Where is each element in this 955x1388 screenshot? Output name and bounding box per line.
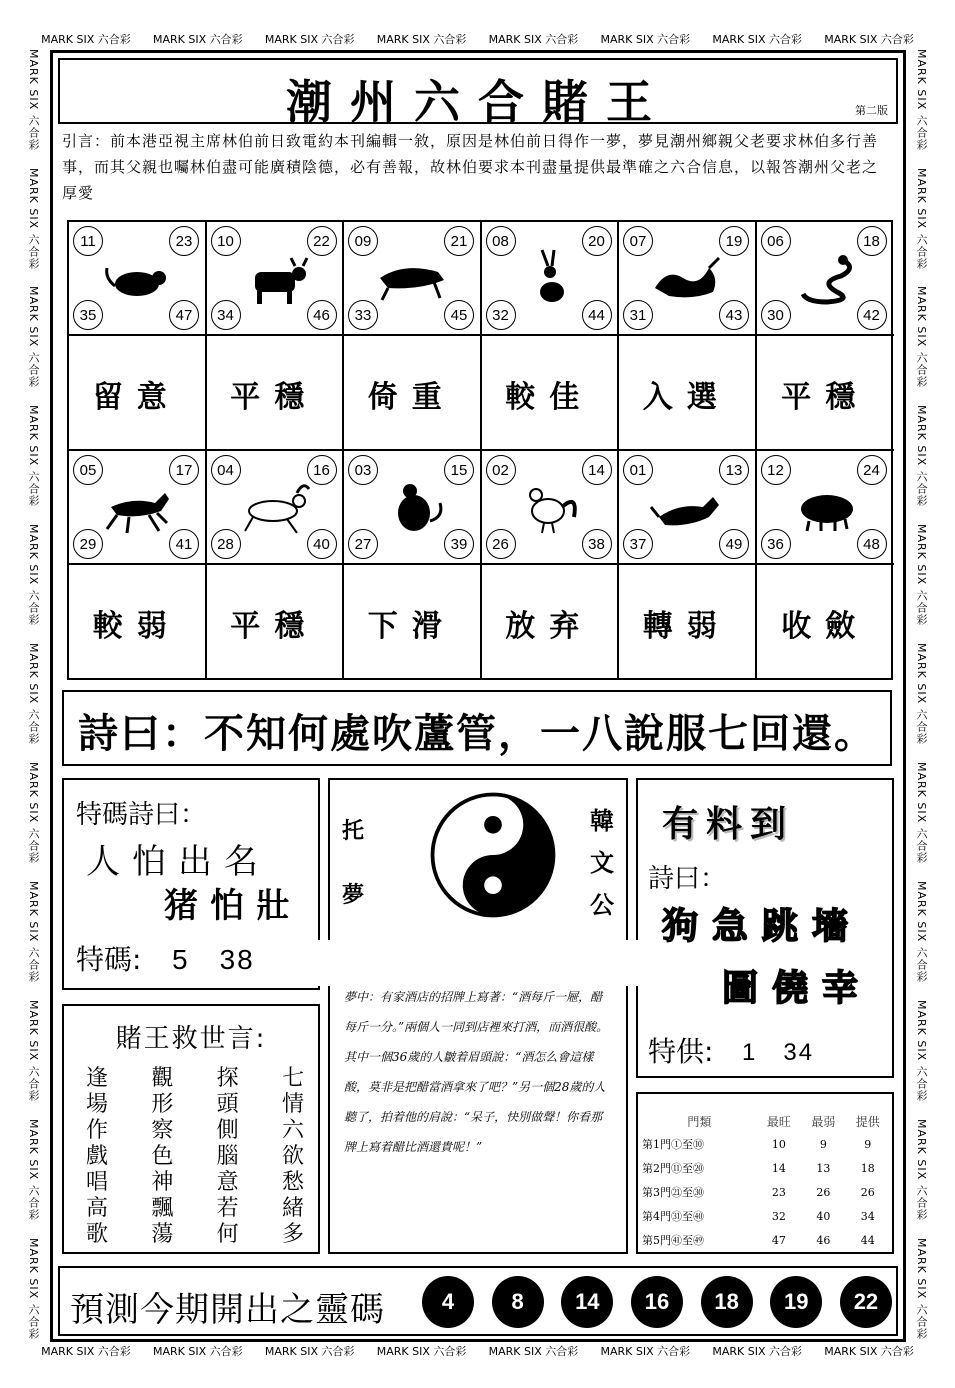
zodiac-number: 35 <box>73 300 103 330</box>
zodiac-number: 44 <box>582 300 612 330</box>
yin-yang-icon <box>430 792 556 918</box>
table-header-row: 門類 最旺 最弱 提供 <box>687 1114 880 1129</box>
words-column: 觀 形 察 色 神 飄 蕩 <box>151 1066 174 1247</box>
zodiac-number: 30 <box>761 300 791 330</box>
zodiac-number: 03 <box>348 455 378 485</box>
number-ball: 16 <box>631 1276 683 1328</box>
zodiac-image-cell <box>482 451 620 565</box>
han-wengong-label: 韓 文 公 <box>590 807 614 919</box>
monkey-icon <box>374 477 450 537</box>
zodiac-number: 06 <box>761 226 791 256</box>
title-bar <box>58 58 898 129</box>
dream-side-label: 托 夢 <box>342 819 365 908</box>
tip-code-label: 特供: <box>648 1035 714 1068</box>
edition-label: 第二版 <box>855 104 888 117</box>
words-columns <box>86 1066 304 1248</box>
zodiac-number: 33 <box>348 300 378 330</box>
zodiac-grid <box>67 220 893 680</box>
zodiac-number: 21 <box>444 226 474 256</box>
zodiac-number: 17 <box>169 455 199 485</box>
zodiac-number: 15 <box>444 455 474 485</box>
dream-box <box>328 778 628 1254</box>
tip-heading: 有料到 <box>662 804 795 845</box>
zodiac-number: 12 <box>761 455 791 485</box>
special-code-label: 特碼: <box>76 943 142 976</box>
number-ball: 14 <box>561 1276 613 1328</box>
special-code-numbers: 5 38 <box>172 944 255 975</box>
table-row: 第3門㉑至㉚ 23 26 26 <box>642 1185 875 1199</box>
zodiac-number: 42 <box>857 300 887 330</box>
zodiac-number: 29 <box>73 529 103 559</box>
zodiac-number: 19 <box>719 226 749 256</box>
ox-icon <box>237 248 313 308</box>
zodiac-status-cell <box>619 336 757 451</box>
rat-icon <box>99 248 175 308</box>
blank-patch <box>318 940 640 986</box>
prediction-balls <box>422 1276 892 1328</box>
zodiac-image-cell <box>207 451 345 565</box>
number-ball: 19 <box>770 1276 822 1328</box>
zodiac-number: 43 <box>719 300 749 330</box>
zodiac-image-cell <box>344 222 482 336</box>
zodiac-number: 01 <box>623 455 653 485</box>
zodiac-image-cell <box>619 451 757 565</box>
zodiac-number: 49 <box>719 529 749 559</box>
zodiac-status-cell <box>757 565 895 680</box>
zodiac-image-cell <box>482 222 620 336</box>
rabbit-icon <box>512 248 588 308</box>
zodiac-number: 34 <box>211 300 241 330</box>
snake-icon <box>787 248 863 308</box>
zodiac-status: 轉弱 <box>642 609 731 644</box>
zodiac-number: 47 <box>169 300 199 330</box>
zodiac-status-cell <box>482 336 620 451</box>
poem-text: 詩曰：不知何處吹蘆管，一八說服七回還。 <box>78 711 876 757</box>
special-poem-line1: 人怕出名 <box>86 842 270 882</box>
zodiac-number: 41 <box>169 529 199 559</box>
zodiac-number: 18 <box>857 226 887 256</box>
zodiac-status: 入選 <box>642 380 731 415</box>
pig-icon <box>787 477 863 537</box>
table-row: 第5門㊶至㊾ 47 46 44 <box>642 1233 875 1247</box>
intro-text: 引言：前本港亞視主席林伯前日致電約本刊編輯一敘，原因是林伯前日得作一夢，夢見潮州鄉親父老要求林伯多行善事，而其父親也囑林伯盡可能廣積陰德，必有善報，故林伯要求本刊盡量提供最準確之六合信息，以報答潮州父老之厚愛 <box>62 132 879 202</box>
number-ball: 22 <box>840 1276 892 1328</box>
zodiac-number: 10 <box>211 226 241 256</box>
zodiac-image-cell <box>757 222 895 336</box>
words-column: 探 頭 側 腦 意 若 何 <box>216 1066 239 1247</box>
zodiac-number: 48 <box>857 529 887 559</box>
tip-poem-label: 詩曰： <box>648 864 727 894</box>
zodiac-status: 較佳 <box>505 380 594 415</box>
zodiac-number: 45 <box>444 300 474 330</box>
number-ball: 8 <box>492 1276 544 1328</box>
gates-table <box>642 1110 890 1252</box>
zodiac-status-cell <box>619 565 757 680</box>
zodiac-number: 16 <box>307 455 337 485</box>
horse-icon <box>99 477 175 537</box>
special-code-box <box>62 778 320 990</box>
dog-icon <box>649 477 725 537</box>
prediction-label: 預測今期開出之靈碼 <box>70 1290 385 1330</box>
zodiac-number: 09 <box>348 226 378 256</box>
rooster-icon <box>512 477 588 537</box>
prediction-bar <box>58 1266 898 1336</box>
zodiac-number: 23 <box>169 226 199 256</box>
zodiac-status-cell <box>344 565 482 680</box>
zodiac-status-cell <box>482 565 620 680</box>
number-ball: 4 <box>422 1276 474 1328</box>
zodiac-number: 38 <box>582 529 612 559</box>
zodiac-number: 02 <box>486 455 516 485</box>
table-row: 第2門⑪至⑳ 14 13 18 <box>642 1161 875 1175</box>
zodiac-number: 36 <box>761 529 791 559</box>
zodiac-number: 28 <box>211 529 241 559</box>
zodiac-status: 留意 <box>92 380 181 415</box>
zodiac-number: 39 <box>444 529 474 559</box>
number-ball: 18 <box>701 1276 753 1328</box>
zodiac-status: 較弱 <box>92 609 181 644</box>
zodiac-number: 37 <box>623 529 653 559</box>
zodiac-number: 13 <box>719 455 749 485</box>
dream-story: 夢中：有家酒店的招牌上寫著：“酒每斤一屜，醋每斤一分。”兩個人一同到店裡來打酒，而酒很酸。其中一個36歲的人皺着眉頭說：“酒怎么會這樣酸，莫非是把醋當酒拿來了吧？”另一個28歲的人聽了，拍着他的肩說：“呆子，快別做聲！你看那牌上寫着醋比酒還貴呢！” <box>344 990 609 1154</box>
words-column: 七 情 六 欲 愁 緒 多 <box>281 1066 304 1247</box>
zodiac-number: 08 <box>486 226 516 256</box>
zodiac-status: 收斂 <box>781 609 870 644</box>
zodiac-number: 24 <box>857 455 887 485</box>
watermark-top: MARK SIX 六合彩 MARK SIX 六合彩 MARK SIX 六合彩 MARK SIX 六合彩 MARK SIX 六合彩 MARK SIX 六合彩 MARK SIX 六合彩 MARK SIX 六合彩 <box>41 33 914 46</box>
goat-icon <box>237 477 313 537</box>
words-column: 逢 場 作 戲 唱 高 歌 <box>86 1066 109 1247</box>
zodiac-status-cell <box>69 565 207 680</box>
zodiac-number: 40 <box>307 529 337 559</box>
gambling-king-words-box <box>62 1004 320 1254</box>
zodiac-status: 平穩 <box>230 380 319 415</box>
gates-table-box <box>636 1092 894 1254</box>
tip-poem-line2: 圖僥幸 <box>722 968 873 1009</box>
watermark-left: MARK SIX 六合彩 MARK SIX 六合彩 MARK SIX 六合彩 MARK SIX 六合彩 MARK SIX 六合彩 MARK SIX 六合彩 MARK SIX 六合彩 MARK SIX 六合彩 MARK SIX 六合彩 MARK SIX 六合彩 MARK SIX 六合彩 <box>27 48 40 1340</box>
special-poem-label: 特碼詩曰： <box>76 800 207 830</box>
zodiac-status-cell <box>344 336 482 451</box>
zodiac-status: 平穩 <box>230 609 319 644</box>
zodiac-image-cell <box>69 222 207 336</box>
zodiac-image-cell <box>69 451 207 565</box>
zodiac-number: 04 <box>211 455 241 485</box>
zodiac-image-cell <box>757 451 895 565</box>
zodiac-number: 11 <box>73 226 103 256</box>
zodiac-status: 倚重 <box>367 380 456 415</box>
zodiac-status-cell <box>757 336 895 451</box>
zodiac-status-cell <box>207 565 345 680</box>
words-title: 賭王救世言: <box>115 1024 267 1054</box>
zodiac-number: 22 <box>307 226 337 256</box>
zodiac-status-cell <box>207 336 345 451</box>
zodiac-status: 放弃 <box>505 609 594 644</box>
tiger-icon <box>374 248 450 308</box>
table-row: 第1門①至⑩ 10 9 9 <box>642 1137 872 1151</box>
zodiac-number: 05 <box>73 455 103 485</box>
zodiac-number: 07 <box>623 226 653 256</box>
zodiac-number: 32 <box>486 300 516 330</box>
zodiac-number: 46 <box>307 300 337 330</box>
zodiac-number: 20 <box>582 226 612 256</box>
table-row: 第4門㉛至㊵ 32 40 34 <box>642 1209 875 1223</box>
zodiac-image-cell <box>619 222 757 336</box>
tip-box <box>636 778 894 1078</box>
watermark-right: MARK SIX 六合彩 MARK SIX 六合彩 MARK SIX 六合彩 MARK SIX 六合彩 MARK SIX 六合彩 MARK SIX 六合彩 MARK SIX 六合彩 MARK SIX 六合彩 MARK SIX 六合彩 MARK SIX 六合彩 MARK SIX 六合彩 <box>915 48 928 1340</box>
zodiac-status-cell <box>69 336 207 451</box>
zodiac-status: 平穩 <box>781 380 870 415</box>
dragon-icon <box>649 248 725 308</box>
watermark-bottom: MARK SIX 六合彩 MARK SIX 六合彩 MARK SIX 六合彩 MARK SIX 六合彩 MARK SIX 六合彩 MARK SIX 六合彩 MARK SIX 六合彩 MARK SIX 六合彩 <box>41 1345 914 1358</box>
zodiac-number: 27 <box>348 529 378 559</box>
zodiac-number: 31 <box>623 300 653 330</box>
zodiac-number: 26 <box>486 529 516 559</box>
page-title: 潮州六合賭王 <box>286 75 670 129</box>
zodiac-image-cell <box>207 222 345 336</box>
tip-code-numbers: 1 34 <box>742 1039 815 1066</box>
zodiac-status: 下滑 <box>367 609 456 644</box>
zodiac-image-cell <box>344 451 482 565</box>
poem-bar <box>62 690 892 766</box>
zodiac-number: 14 <box>582 455 612 485</box>
special-poem-line2: 猪怕壯 <box>164 886 302 926</box>
tip-poem-line1: 狗急跳墻 <box>662 906 863 947</box>
